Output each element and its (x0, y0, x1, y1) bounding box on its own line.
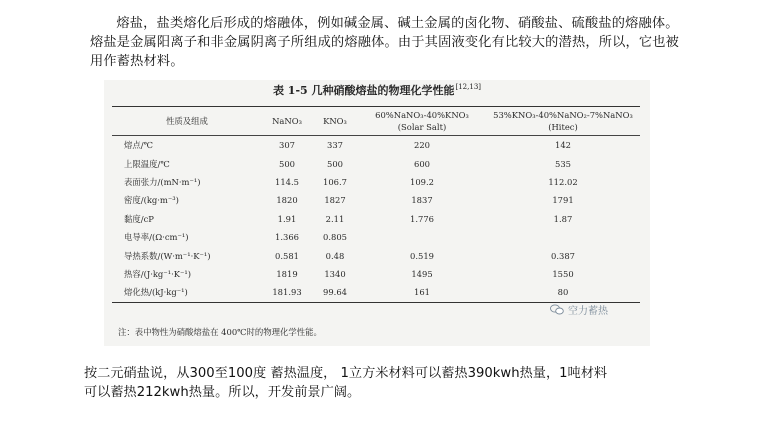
cell-kno3: 1340 (324, 268, 346, 279)
cell-solar-salt: 0.519 (410, 250, 434, 261)
cell-kno3: 99.64 (312, 283, 358, 302)
cell-hitec: 80 (486, 283, 640, 302)
cell-hitec (486, 228, 640, 246)
cell-nano3: 114.5 (275, 176, 299, 187)
cell-hitec: 535 (555, 158, 571, 169)
row-label: 表面张力/(mN·m⁻¹) (124, 176, 201, 187)
table-row (112, 136, 640, 155)
cell-kno3: 500 (327, 158, 343, 169)
outro-line-1: 按二元硝盐说，从300至100度 蓄热温度， 1立方米材料可以蓄热390kwh热量，1吨材料 (84, 366, 608, 381)
header-solar-salt-composition: 60%NaNO₃-40%KNO₃ (375, 110, 469, 120)
table-caption-text: 表 1-5 几种硝酸熔盐的物理化学性能 (272, 84, 455, 97)
table-row (112, 173, 640, 191)
cell-nano3: 500 (279, 158, 295, 169)
row-label: 电导率/(Ω·cm⁻¹) (124, 232, 189, 243)
intro-text: 熔盐，盐类熔化后形成的熔融体，例如碱金属、碱土金属的卤化物、硝酸盐、硫酸盐的熔融体。熔盐是金属阳离子和非金属阴离子所组成的熔融体。由于其固液变化有比较大的潜热，所以，它也被用作蓄热材料。 (90, 16, 680, 69)
table-row (112, 154, 640, 172)
cell-solar-salt: 161 (358, 283, 486, 302)
cell-kno3: 106.7 (323, 176, 347, 187)
cell-nano3: 1.91 (277, 213, 297, 224)
cell-nano3: 1820 (276, 195, 298, 206)
table-row (112, 246, 640, 264)
cell-solar-salt: 600 (414, 158, 430, 169)
row-label: 上限温度/℃ (124, 158, 170, 169)
cell-kno3: 0.805 (323, 232, 347, 243)
header-property: 性质及组成 (112, 107, 262, 136)
header-solar-salt-name: (Solar Salt) (397, 122, 447, 132)
cell-nano3: 181.93 (262, 283, 312, 302)
watermark (550, 302, 608, 317)
table-row (112, 210, 640, 228)
table-row (112, 283, 640, 302)
row-label: 热容/(J·kg⁻¹·K⁻¹) (124, 268, 192, 279)
cell-hitec: 1791 (552, 195, 574, 206)
header-hitec-composition: 53%KNO₃-40%NaNO₂-7%NaNO₃ (493, 110, 633, 120)
row-label: 黏度/cP (124, 213, 154, 224)
cell-solar-salt: 1837 (411, 195, 433, 206)
outro-line-2: 可以蓄热212kwh热量。所以，开发前景广阔。 (84, 385, 361, 400)
header-kno3: KNO₃ (312, 107, 358, 136)
cell-nano3: 307 (279, 140, 295, 151)
cell-nano3: 1.366 (275, 232, 299, 243)
table-caption (104, 82, 650, 98)
header-hitec-name: (Hitec) (548, 122, 578, 132)
table-row (112, 228, 640, 246)
cell-solar-salt: 220 (414, 140, 430, 151)
row-label: 熔点/℃ (124, 140, 153, 151)
cell-kno3: 1827 (324, 195, 346, 206)
table-note: 注：表中物性为硝酸熔盐在 400℃时的物理化学性能。 (118, 327, 322, 337)
intro-paragraph (90, 14, 690, 71)
cell-kno3: 2.11 (325, 213, 345, 224)
row-label: 熔化热/(kJ·kg⁻¹) (112, 283, 262, 302)
cell-kno3: 0.48 (325, 250, 345, 261)
cell-hitec: 112.02 (548, 176, 578, 187)
cell-hitec: 1550 (552, 268, 574, 279)
table-row (112, 265, 640, 283)
header-solar-salt (358, 107, 486, 136)
header-hitec (486, 107, 640, 136)
wechat-icon (550, 304, 564, 315)
table-caption-ref: [12,13] (455, 83, 482, 92)
cell-nano3: 1819 (276, 268, 298, 279)
cell-hitec: 0.387 (551, 250, 575, 261)
row-label: 导热系数/(W·m⁻¹·K⁻¹) (124, 250, 211, 261)
table-row (112, 191, 640, 209)
cell-solar-salt: 109.2 (410, 176, 434, 187)
outro-paragraph (84, 364, 704, 402)
cell-hitec: 142 (555, 140, 571, 151)
cell-hitec: 1.87 (553, 213, 573, 224)
cell-solar-salt: 1.776 (410, 213, 434, 224)
properties-table (112, 106, 640, 303)
row-label: 密度/(kg·m⁻³) (124, 195, 179, 206)
cell-solar-salt: 1495 (411, 268, 433, 279)
cell-solar-salt (358, 228, 486, 246)
header-nano3: NaNO₃ (262, 107, 312, 136)
table-figure (104, 80, 650, 346)
cell-nano3: 0.581 (275, 250, 299, 261)
table-header-row (112, 107, 640, 136)
watermark-text: 空力蓄热 (568, 306, 608, 317)
cell-kno3: 337 (327, 140, 343, 151)
